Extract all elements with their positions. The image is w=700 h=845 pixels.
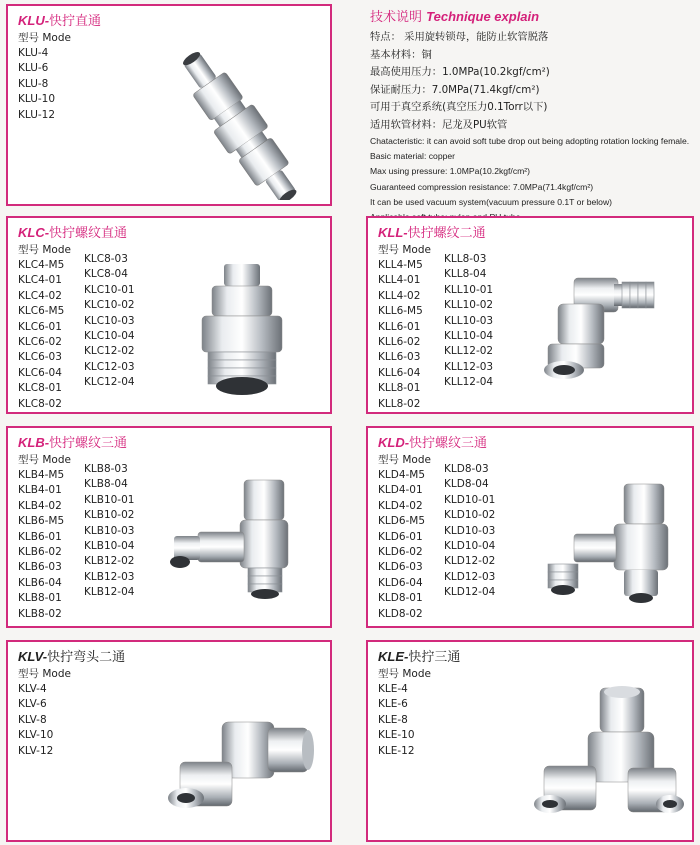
tech-en-line: Guaranteed compression resistance: 7.0MPa(71.4kgf/cm²) [370, 181, 594, 192]
panel-kle [366, 640, 694, 842]
union-tee-fitting-image [528, 686, 688, 836]
series-name: 快拧螺纹二通 [407, 226, 486, 241]
model-number: KLL10-03 [444, 314, 494, 327]
model-number: KLL10-01 [444, 283, 494, 296]
model-number: KLL10-04 [444, 330, 494, 343]
model-number: KLB12-04 [84, 586, 135, 599]
model-number: KLU-8 [18, 77, 49, 90]
model-number: KLB4-01 [18, 484, 62, 497]
model-number: KLL10-02 [444, 299, 494, 312]
model-number: KLB10-03 [84, 524, 135, 537]
series-code: KLE- [378, 649, 409, 664]
model-list [378, 258, 423, 412]
model-number: KLV-4 [18, 683, 47, 695]
panel-title [378, 432, 487, 451]
model-number: KLC10-01 [84, 283, 135, 296]
series-name: 快拧螺纹三通 [409, 436, 488, 451]
model-number: KLC8-01 [18, 382, 62, 395]
model-number: KLD12-02 [444, 555, 496, 568]
model-number: KLC10-03 [84, 314, 135, 327]
model-number: KLU-10 [18, 93, 56, 106]
panel-klv [6, 640, 332, 842]
model-number: KLC4-M5 [18, 259, 65, 271]
model-number: KLC6-03 [18, 351, 62, 364]
model-number: KLD8-02 [378, 607, 423, 620]
model-number: KLB8-03 [84, 463, 128, 475]
panel-title [18, 432, 127, 451]
model-number: KLB10-04 [84, 540, 135, 553]
model-number: KLD10-01 [444, 493, 496, 506]
series-name: 快拧弯头二通 [47, 650, 126, 665]
tech-title-en: Technique explain [426, 9, 540, 24]
model-number: KLB6-01 [18, 530, 62, 543]
panel-klu [6, 4, 332, 206]
model-number: KLL8-02 [378, 397, 421, 410]
tech-en-line: Chatacteristic: it can avoid soft tube drop out being adopting rotation locking female. [370, 136, 690, 146]
model-number: KLD10-02 [444, 509, 496, 522]
model-number: KLL6-04 [378, 366, 421, 379]
panel-title [18, 222, 127, 241]
model-number: KLC12-02 [84, 345, 135, 358]
model-number: KLD4-M5 [378, 469, 426, 481]
model-list [378, 468, 425, 622]
tech-title-cn: 技术说明 [370, 10, 423, 25]
model-number: KLD6-01 [378, 530, 423, 543]
model-number: KLD6-M5 [378, 515, 426, 528]
mode-label: 型号 Mode [18, 32, 71, 44]
tech-cn-line: 保证耐压力：7.0MPa(71.4kgf/cm²) [370, 83, 540, 96]
model-number: KLE-12 [378, 744, 415, 757]
model-number: KLD6-04 [378, 576, 423, 589]
model-number: KLL8-04 [444, 268, 487, 281]
panel-kll [366, 216, 694, 414]
model-number: KLC4-01 [18, 274, 62, 287]
model-number: KLD8-03 [444, 463, 489, 475]
model-number: KLC6-01 [18, 320, 62, 333]
model-number: KLD6-03 [378, 561, 423, 574]
model-number: KLC10-04 [84, 330, 135, 343]
tech-cn-line: 可用于真空系统(真空压力0.1Torr以下) [370, 101, 548, 113]
model-number: KLD6-02 [378, 546, 423, 559]
model-number: KLC12-04 [84, 376, 135, 389]
model-number: KLU-6 [18, 62, 49, 75]
model-list [18, 468, 64, 622]
model-list [444, 252, 493, 391]
series-name: 快拧直通 [49, 14, 102, 29]
union-elbow-fitting-image [158, 702, 328, 832]
model-number: KLL4-01 [378, 274, 421, 287]
technique-explain [370, 6, 696, 225]
model-number: KLB6-04 [18, 576, 62, 589]
series-code: KLL- [378, 225, 408, 240]
model-number: KLC8-04 [84, 268, 128, 281]
tech-en-line: Max using pressure: 1.0MPa(10.2kgf/cm²) [370, 166, 530, 177]
model-number: KLC4-02 [18, 289, 62, 302]
mode-label: 型号 Mode [378, 668, 431, 680]
panel-kld [366, 426, 694, 628]
panel-title [378, 646, 460, 665]
model-number: KLD10-04 [444, 540, 496, 553]
model-number: KLC8-02 [18, 397, 62, 410]
model-number: KLE-10 [378, 729, 415, 742]
tech-title [370, 6, 696, 25]
model-number: KLD10-03 [444, 524, 496, 537]
model-list [18, 258, 64, 412]
model-number: KLL6-03 [378, 351, 421, 364]
tech-cn-line: 适用软管材料：尼龙及PU软管 [370, 118, 508, 131]
model-number: KLC6-04 [18, 366, 62, 379]
series-code: KLD- [378, 435, 410, 450]
model-number: KLC10-02 [84, 299, 135, 312]
tech-en-line: It can be used vacuum system(vacuum pressure 0.1T or below) [370, 196, 613, 207]
series-code: KLU- [18, 13, 50, 28]
model-number: KLD12-03 [444, 570, 496, 583]
model-number: KLV-10 [18, 729, 54, 742]
mode-label: 型号 Mode [378, 244, 431, 256]
model-number: KLB4-02 [18, 499, 62, 512]
model-number: KLC8-03 [84, 253, 128, 265]
model-number: KLE-8 [378, 713, 408, 726]
model-list [84, 252, 135, 391]
model-number: KLB10-01 [84, 493, 135, 506]
model-number: KLB8-04 [84, 478, 128, 491]
series-name: 快拧三通 [408, 650, 461, 665]
panel-klc [6, 216, 332, 414]
model-number: KLL6-M5 [378, 305, 423, 318]
model-number: KLL6-01 [378, 320, 421, 333]
mode-label: 型号 Mode [378, 454, 431, 466]
model-number: KLB6-02 [18, 546, 62, 559]
model-number: KLB8-01 [18, 592, 62, 605]
model-number: KLL8-01 [378, 382, 421, 395]
model-number: KLL8-03 [444, 253, 487, 265]
threaded-run-tee-image [528, 480, 688, 620]
straight-fitting-image [178, 50, 298, 200]
mode-label: 型号 Mode [18, 668, 71, 680]
model-number: KLL4-02 [378, 289, 421, 302]
model-number: KLD8-01 [378, 592, 423, 605]
series-name: 快拧螺纹三通 [49, 436, 128, 451]
model-number: KLD12-04 [444, 586, 496, 599]
model-list [18, 682, 53, 759]
tech-cn-line: 基本材料：铜 [370, 48, 432, 61]
model-list [444, 462, 495, 601]
model-number: KLV-6 [18, 698, 47, 711]
tech-en-line: Basic material: copper [370, 151, 456, 162]
model-list [378, 682, 415, 759]
model-number: KLV-12 [18, 744, 54, 757]
model-number: KLC12-03 [84, 360, 135, 373]
model-number: KLU-12 [18, 108, 56, 121]
model-number: KLL12-04 [444, 376, 494, 389]
model-number: KLB10-02 [84, 509, 135, 522]
model-number: KLL12-02 [444, 345, 494, 358]
panel-title [378, 222, 486, 241]
threaded-elbow-fitting-image [518, 270, 678, 390]
model-number: KLB6-M5 [18, 515, 65, 528]
tech-cn-line: 特点： 采用旋转锁母，能防止软管脱落 [370, 31, 549, 43]
model-number: KLU-4 [18, 47, 49, 59]
mode-label: 型号 Mode [18, 454, 71, 466]
model-number: KLB4-M5 [18, 469, 65, 481]
model-number: KLD4-01 [378, 484, 423, 497]
threaded-branch-tee-image [158, 478, 328, 618]
series-code: KLC- [18, 225, 50, 240]
panel-title [18, 10, 101, 29]
model-number: KLB12-03 [84, 570, 135, 583]
model-number: KLL12-03 [444, 360, 494, 373]
series-code: KLB- [18, 435, 50, 450]
series-code: KLV- [18, 649, 48, 664]
model-number: KLE-6 [378, 698, 408, 711]
mode-label: 型号 Mode [18, 244, 71, 256]
model-number: KLL4-M5 [378, 259, 423, 271]
panel-title [18, 646, 125, 665]
series-name: 快拧螺纹直通 [49, 226, 128, 241]
model-number: KLD4-02 [378, 499, 423, 512]
model-number: KLB12-02 [84, 555, 135, 568]
panel-klb [6, 426, 332, 628]
tech-cn-line: 最高使用压力：1.0MPa(10.2kgf/cm²) [370, 66, 550, 78]
model-number: KLB8-02 [18, 607, 62, 620]
model-list [84, 462, 134, 601]
model-number: KLV-8 [18, 713, 47, 726]
model-number: KLB6-03 [18, 561, 62, 574]
model-number: KLC6-M5 [18, 305, 65, 318]
model-number: KLC6-02 [18, 336, 62, 349]
model-list [18, 46, 55, 123]
threaded-straight-fitting-image [168, 264, 318, 404]
model-number: KLD8-04 [444, 478, 489, 491]
model-number: KLL6-02 [378, 336, 421, 349]
model-number: KLE-4 [378, 683, 408, 695]
